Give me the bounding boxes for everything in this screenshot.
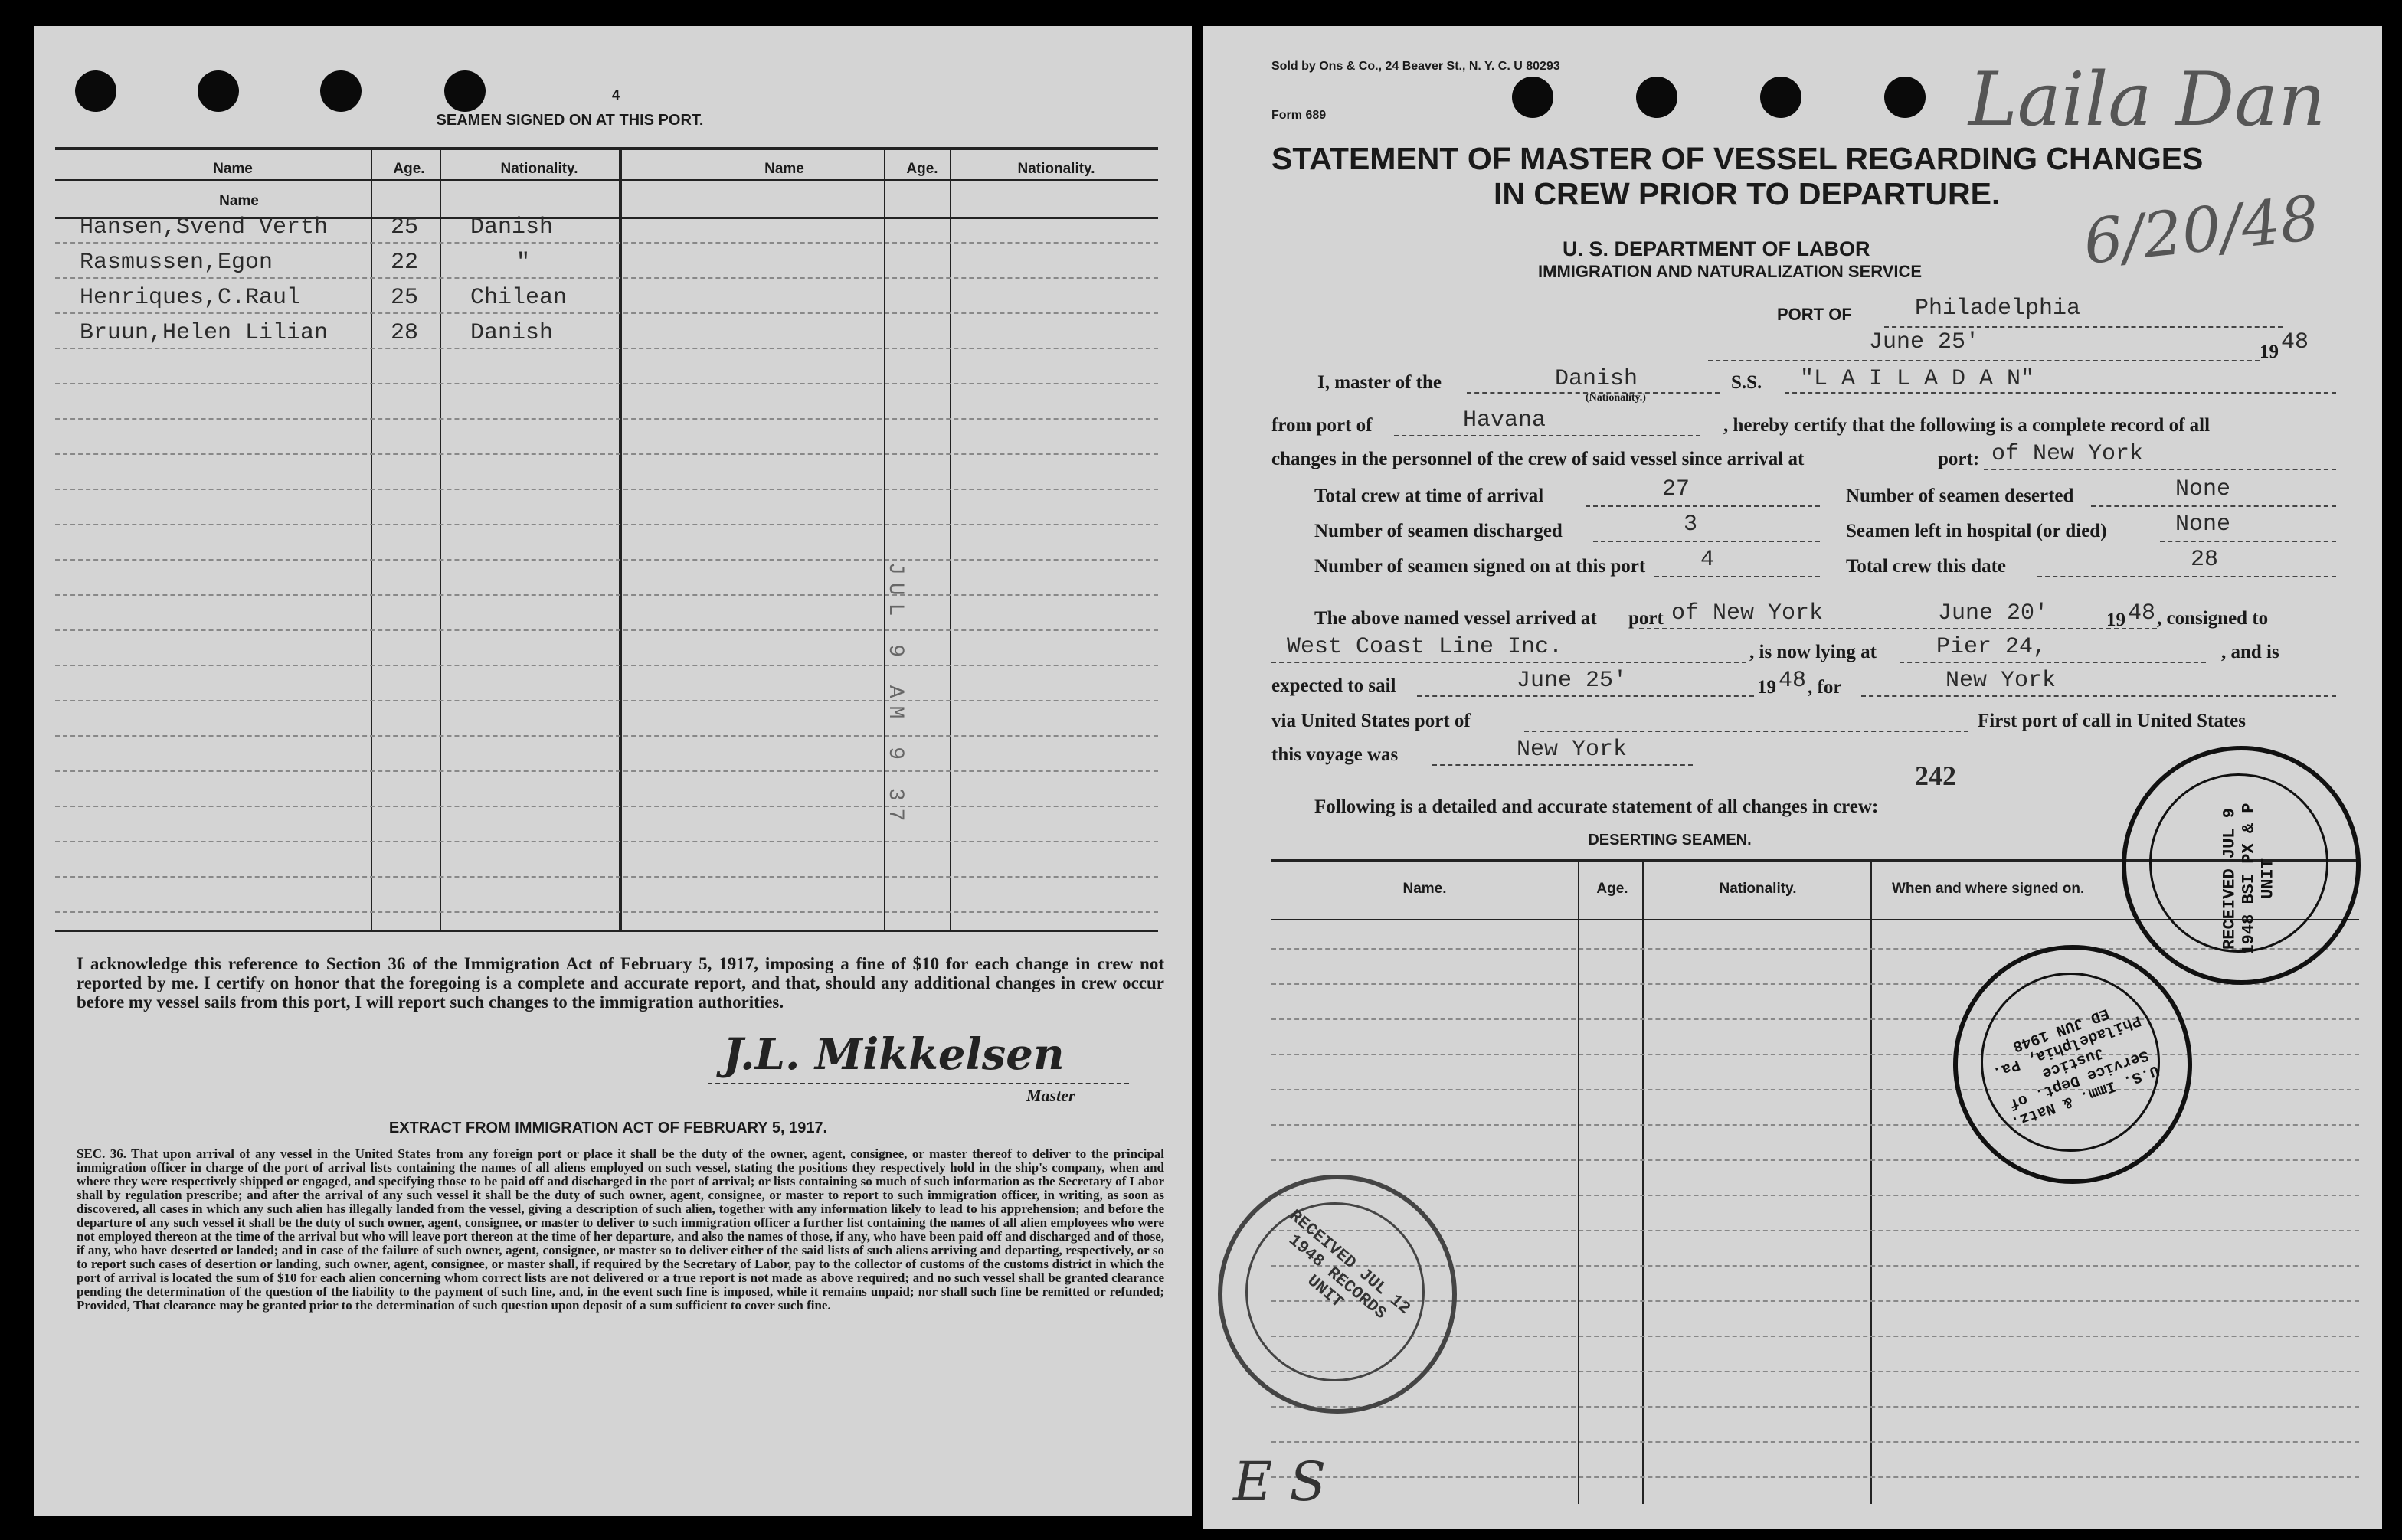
deserting-column-nationality: Nationality. — [1719, 881, 1797, 897]
column-header-name: Name — [219, 193, 259, 209]
total-crew-date-value: 28 — [2191, 547, 2219, 573]
arrived-date-value: June 20' — [1938, 600, 2049, 626]
seaman-nationality: Danish — [470, 214, 554, 240]
rule-line — [1271, 1195, 2359, 1197]
port-label: PORT OF — [1777, 305, 1852, 324]
table-row — [80, 214, 328, 240]
seaman-age: 22 — [391, 250, 419, 276]
rule-line — [55, 841, 1158, 843]
first-port-label: First port of call in United States — [1978, 711, 2246, 731]
rule-line — [55, 700, 1158, 702]
year-printed: 19 — [2260, 342, 2279, 362]
voyage-value: New York — [1517, 737, 1628, 763]
discharged-label: Number of seamen discharged — [1314, 521, 1563, 541]
for-value: New York — [1945, 668, 2057, 694]
punch-hole — [320, 70, 362, 112]
handwritten-initials: E S — [1233, 1450, 1327, 1513]
and-is-label: , and is — [2221, 642, 2279, 662]
seaman-name: Henriques,C.Raul — [80, 285, 301, 311]
from-port-value: Havana — [1463, 407, 1546, 433]
following-text: Following is a detailed and accurate statement of all changes in crew: — [1314, 796, 1879, 817]
this-port-text: port: — [1938, 449, 1980, 469]
expected-label: expected to sail — [1271, 675, 1396, 696]
year-printed: 19 — [2106, 610, 2125, 630]
consignee-value: West Coast Line Inc. — [1287, 634, 1563, 660]
date-time-stamp: JUL 9 AM 9 37 — [883, 562, 907, 829]
for-label: , for — [1808, 677, 1842, 698]
lying-value: Pier 24, — [1936, 634, 2047, 660]
date-value: June 25' — [1869, 329, 1980, 355]
rule-line — [1271, 1159, 2359, 1162]
handwritten-date: 6/20/48 — [2080, 182, 2323, 278]
sail-year-value: 48 — [1779, 668, 1807, 694]
from-port-label: from port of — [1271, 415, 1373, 436]
rule-line — [1271, 1476, 2359, 1479]
changes-text: changes in the personnel of the crew of said vessel since arrival at — [1271, 449, 1805, 469]
column-header-nationality: Nationality. — [1017, 161, 1095, 177]
signature-role: Master — [1026, 1086, 1075, 1105]
received-stamp-text: RECEIVED JUL 9 1948 BSI PX & P UNIT — [2220, 803, 2278, 955]
total-crew-arrival-label: Total crew at time of arrival — [1314, 486, 1544, 506]
consigned-label: , consigned to — [2157, 608, 2269, 629]
certify-text: , hereby certify that the following is a complete record of all — [1723, 415, 2211, 436]
received-stamp — [2122, 746, 2361, 985]
port-value: Philadelphia — [1915, 296, 2081, 322]
rule-line — [1271, 1089, 2359, 1091]
rule-line — [55, 348, 1158, 350]
punch-hole — [75, 70, 116, 112]
lying-label: , is now lying at — [1749, 642, 1877, 662]
via-label: via United States port of — [1271, 711, 1471, 731]
changes-port-value: of New York — [1991, 441, 2144, 467]
arrived-port-word: port — [1628, 608, 1664, 629]
form-title: STATEMENT OF MASTER OF VESSEL REGARDING CHANGES — [1271, 141, 2204, 176]
master-label: I, master of the — [1317, 372, 1442, 393]
nationality-value: Danish — [1555, 366, 1638, 392]
records-stamp-text: RECEIVED JUL 12 1948 RECORDS UNIT — [1284, 1206, 1414, 1323]
rule-line — [1271, 1124, 2359, 1126]
discharged-value: 3 — [1684, 512, 1698, 538]
rule-line — [55, 418, 1158, 420]
column-header-age: Age. — [906, 161, 938, 177]
sail-date-value: June 25' — [1517, 668, 1628, 694]
rule-line — [55, 312, 1158, 315]
nationality-caption: (Nationality.) — [1586, 392, 1646, 404]
punch-hole — [1760, 77, 1802, 118]
seaman-age: 28 — [391, 320, 419, 346]
seaman-nationality: Danish — [470, 320, 554, 346]
signed-on-value: 4 — [1700, 547, 1715, 573]
hospital-label: Seamen left in hospital (or died) — [1846, 521, 2107, 541]
arrived-year-value: 48 — [2128, 600, 2156, 626]
punch-hole — [1636, 77, 1677, 118]
rule-line — [55, 383, 1158, 385]
total-crew-date-label: Total crew this date — [1846, 556, 2007, 577]
deserting-column-age: Age. — [1596, 881, 1628, 897]
rule-line — [55, 524, 1158, 526]
total-crew-arrival-value: 27 — [1662, 476, 1690, 502]
rule-line — [55, 453, 1158, 456]
punch-hole — [1512, 77, 1553, 118]
rule-line — [55, 277, 1158, 280]
rule-line — [1271, 1441, 2359, 1444]
signature-line — [708, 1083, 1129, 1084]
rule-line — [55, 806, 1158, 808]
right-page — [1203, 26, 2382, 1529]
section-title: SEAMEN SIGNED ON AT THIS PORT. — [436, 112, 704, 129]
rule-line — [55, 629, 1158, 632]
form-title-line2: IN CREW PRIOR TO DEPARTURE. — [1494, 176, 2001, 211]
deserted-value: None — [2175, 476, 2231, 502]
seaman-name: Bruun,Helen Lilian — [80, 320, 329, 346]
ss-label: S.S. — [1731, 372, 1762, 393]
year-value: 48 — [2281, 329, 2309, 355]
form-number: Form 689 — [1271, 109, 1327, 122]
rule-line — [1271, 983, 2359, 986]
rule-line — [55, 489, 1158, 491]
punch-hole — [444, 70, 486, 112]
column-header-name: Name — [764, 161, 804, 177]
seaman-name: Rasmussen,Egon — [80, 250, 273, 276]
arrived-label: The above named vessel arrived at — [1314, 608, 1597, 629]
received-stamp-text: U.S. Imm. & Natz. Service Dept. of Justice Philadelphia, Pa. ED JUN 1948 — [1990, 1003, 2161, 1131]
ship-name: "L A I L A D A N" — [1800, 366, 2035, 392]
printer-line: Sold by Ons & Co., 24 Beaver St., N. Y. C. U 80293 — [1271, 60, 1560, 73]
extract-title: EXTRACT FROM IMMIGRATION ACT OF FEBRUARY 5, 1917. — [388, 1120, 828, 1136]
deserting-column-signed-on: When and where signed on. — [1892, 881, 2085, 897]
rule-line — [55, 242, 1158, 244]
rule-line — [55, 876, 1158, 878]
seaman-age: 25 — [391, 285, 419, 311]
received-stamp — [1953, 945, 2192, 1184]
rule-line — [1271, 1406, 2359, 1408]
rule-line — [1271, 1018, 2359, 1021]
handwritten-ship-name: Laila Dan — [1968, 57, 2326, 142]
page-number: 4 — [611, 87, 620, 103]
column-header-name: Name — [213, 161, 253, 177]
column-header-nationality: Nationality. — [500, 161, 578, 177]
arrived-port-value: of New York — [1671, 600, 1824, 626]
year-printed: 19 — [1757, 677, 1776, 698]
punch-hole — [198, 70, 239, 112]
signed-on-label: Number of seamen signed on at this port — [1314, 556, 1646, 577]
punch-hole — [1884, 77, 1926, 118]
hospital-value: None — [2175, 512, 2231, 538]
rule-line — [55, 594, 1158, 597]
department: U. S. DEPARTMENT OF LABOR — [1563, 237, 1870, 260]
column-header-age: Age. — [393, 161, 425, 177]
extract-text: SEC. 36. That upon arrival of any vessel in the United States from any foreign port or place it shall be the duty of the owner, agent, consignee, or master thereof to deliver to the principal immigration officer in charge of the port of arrival lists containing the names of all aliens employed on such vessel, stating the positions they respectively hold in the ship's company, when and where they were respectively shipped or engaged, and specifying those to be paid off and discharged in the port of arrival; or lists containing so much of such information as the Secretary of Labor shall by regulation prescribe; and after the arrival of any such vessel it shall be the duty of such owner, agent, consignee, or master to report to such immigration officer, in writing, as soon as discovered, all cases in which any such alien has illegally landed from the vessel, giving a description of such alien, together with any information likely to lead to his apprehension; and before the departure of any such vessel it shall be the duty of such owner, agent, consignee, or master to deliver to such immigration officer a further list containing the names of all alien employees who were not employed thereon at the time of the arrival but who will leave port thereon at the time of her departure, and also the names of those, if any, who have been paid off and discharged and of those, if any, who have deserted or landed; and in case of the failure of such owner, agent, consignee, or master so to deliver either of the said lists of such aliens arriving and departing, respectively, or so to report such cases of desertion or landing, such owner, agent, consignee, or master shall, if required by the Secretary of Labor, pay to the collector of customs of the customs district in which the port of arrival is located the sum of $10 for each alien concerning whom correct lists are not delivered or a true report is not made as above required; and no such vessel shall be granted clearance pending the determination of the question of the liability to the payment of such fine, and, in the event such fine is imposed, while it remains unpaid; nor shall such fine be remitted or refunded; Provided, That clearance may be granted prior to the determination of such question upon deposit of a sum sufficient to cover such fine. — [77, 1146, 1164, 1313]
seaman-name: Hansen,Svend Verth — [80, 214, 329, 240]
rule-line — [55, 770, 1158, 773]
left-page — [34, 26, 1192, 1516]
master-signature: J.L. Mikkelsen — [723, 1029, 1065, 1080]
deserting-title: DESERTING SEAMEN. — [1588, 832, 1752, 848]
deserted-label: Number of seamen deserted — [1846, 486, 2074, 506]
rule-line — [55, 665, 1158, 667]
records-stamp — [1218, 1175, 1457, 1414]
rule-line — [55, 559, 1158, 561]
rule-line — [1271, 1371, 2359, 1373]
service-name: IMMIGRATION AND NATURALIZATION SERVICE — [1538, 262, 1923, 281]
rule-line — [55, 911, 1158, 914]
deserting-column-name: Name. — [1402, 881, 1447, 897]
number-value: 242 — [1915, 760, 1956, 791]
seaman-age: 25 — [391, 214, 419, 240]
rule-line — [1271, 1054, 2359, 1056]
voyage-label: this voyage was — [1271, 744, 1399, 765]
seaman-nationality: Chilean — [470, 285, 568, 311]
acknowledgement-text: I acknowledge this reference to Section 36 of the Immigration Act of February 5, 1917, imposing a fine of $10 for each change in crew not reported by me. I certify on honor that the foregoing is a complete and accurate report, and that, should any additional changes in crew occur before my vessel sails from this port, I will report such changes to the immigration authorities. — [77, 954, 1164, 1012]
table-bottom-rule — [55, 930, 1158, 932]
seaman-nationality: " — [516, 250, 531, 276]
rule-line — [55, 735, 1158, 737]
